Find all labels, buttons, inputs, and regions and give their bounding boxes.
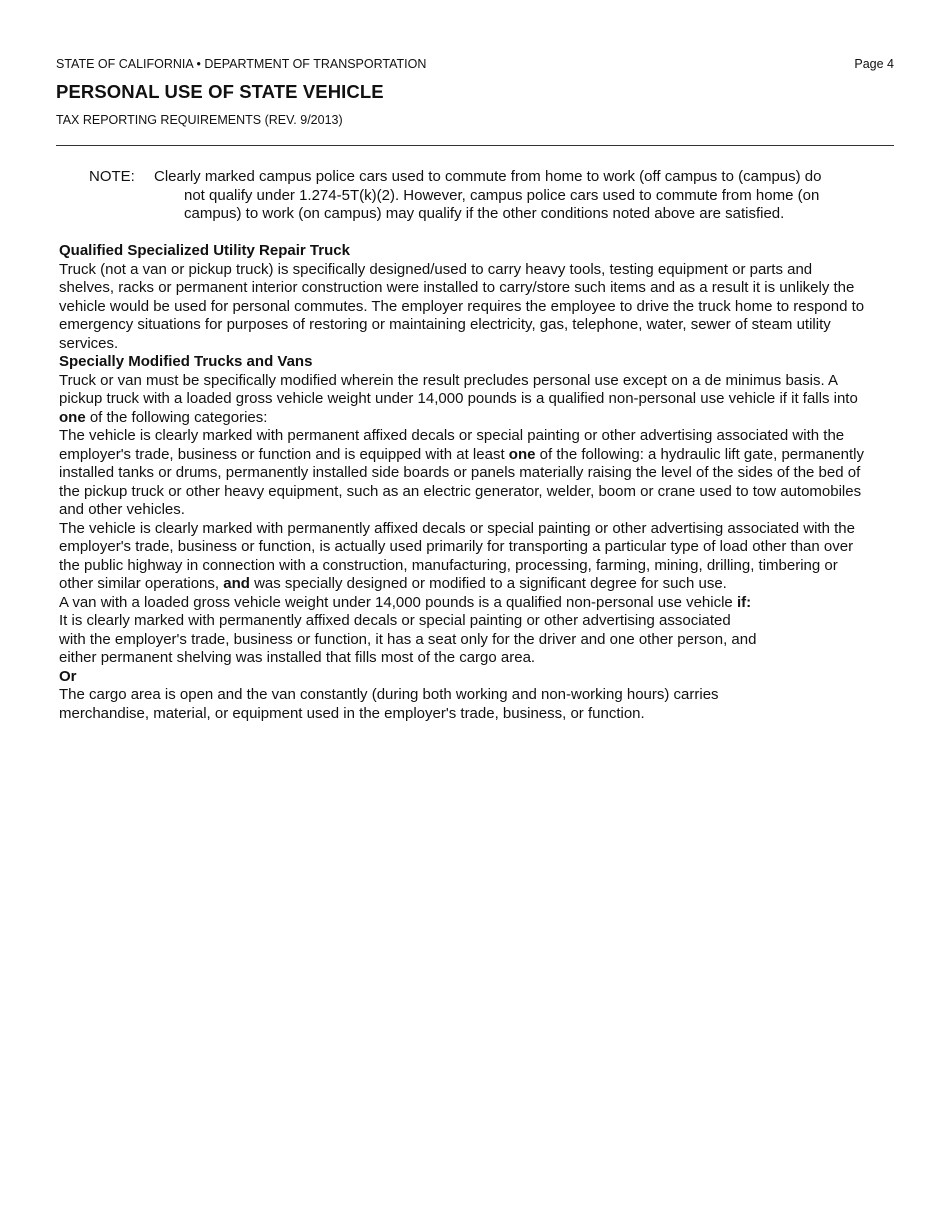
cat2-text-b: was specially designed or modified to a significant degree for such use.	[249, 575, 727, 592]
cat2-text-a: The vehicle is clearly marked with permanently affixed decals or special painting or other advertising associated with the employer's trade, business or function, is actually used primarily for transporting a particular type of load other than over the public highway in connection with a construction, manufacturing, processing, farming, mining, drilling, timbering or other similar operations,	[59, 519, 855, 592]
agency-header: STATE OF CALIFORNIA • DEPARTMENT OF TRANSPORTATION	[56, 57, 427, 71]
section-heading-utility-truck: Qualified Specialized Utility Repair Truck	[59, 242, 350, 259]
cat2-bold: and	[223, 575, 250, 592]
or-label: Or	[59, 667, 77, 685]
category-2-paragraph	[59, 520, 869, 594]
section-heading-modified-trucks: Specially Modified Trucks and Vans	[59, 353, 313, 370]
van-condition-2: The cargo area is open and the van constantly (during both working and non-working hours) carries merchandise, material, or equipment used in the employer's trade, business, or function.	[59, 686, 719, 722]
note-block	[89, 168, 869, 224]
category-1-paragraph	[59, 427, 869, 520]
van-criteria-paragraph	[59, 594, 869, 613]
cat1-bold: one	[508, 445, 536, 463]
van-condition-1: It is clearly marked with permanently affixed decals or special painting or other advertising associated with the employer's trade, business or function, it has a seat only for the driver and one other person, and either permanent shelving was installed that fills most of the cargo area.	[59, 612, 757, 666]
utility-truck-paragraph: Truck (not a van or pickup truck) is specifically designed/used to carry heavy tools, testing equipment or parts and shelves, racks or permanent interior construction were installed to carry/store such items and as a result it is unlikely the vehicle would be used for personal commutes. The employer requires the employee to drive the truck home to respond to emergency situations for purposes of restoring or maintaining electricity, gas, telephone, water, sewer of steam utility services.	[59, 260, 865, 352]
header-divider	[56, 145, 894, 146]
van-bold: if:	[736, 593, 752, 611]
intro-text-a: Truck or van must be specifically modified wherein the result precludes personal use except on a de minimus basis. A pickup truck with a loaded gross vehicle weight under 14,000 pounds is a qualified non-personal use vehicle if it falls into	[59, 371, 858, 407]
cat1-text-a: The vehicle is clearly marked with permanent affixed decals or special painting or other advertising associated with the employer's trade, business or function and is equipped with at least	[59, 427, 845, 463]
modified-trucks-intro	[59, 372, 869, 428]
note-text: Clearly marked campus police cars used to commute from home to work (off campus to (campus) do not qualify under 1.274-5T(k)(2). However, campus police cars used to commute from home (on campus) to work (on campus) may qualify if the other conditions noted above are satisfied.	[154, 168, 822, 222]
note-label: NOTE:	[89, 168, 135, 185]
page-title: PERSONAL USE OF STATE VEHICLE	[56, 81, 384, 102]
intro-text-b: of the following categories:	[85, 408, 268, 426]
intro-bold: one	[59, 408, 86, 426]
van-text-a: A van with a loaded gross vehicle weight under 14,000 pounds is a qualified non-personal use vehicle	[59, 593, 737, 611]
document-body	[59, 168, 869, 723]
page-number: Page 4	[854, 57, 894, 71]
cat1-text-b: of the following: a hydraulic lift gate, permanently installed tanks or drums, permanently installed side boards or panels materially raising the level of the sides of the bed of the pickup truck or other heavy equipment, such as an electric generator, welder, boom or crane used to tow automobiles and other vehicles.	[59, 445, 864, 518]
page-subtitle: TAX REPORTING REQUIREMENTS (REV. 9/2013)	[56, 113, 343, 127]
